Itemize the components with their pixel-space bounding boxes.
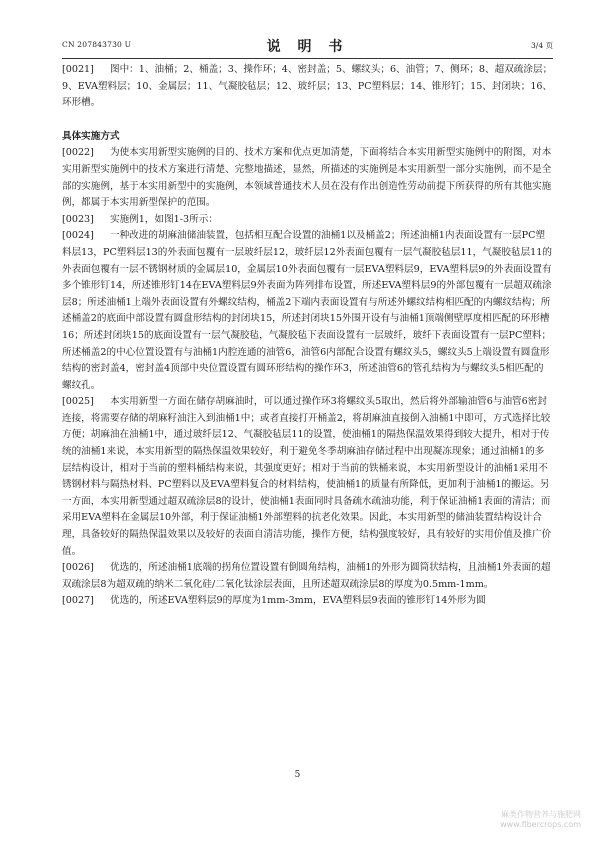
paragraph-id: [0025] (62, 396, 94, 408)
page-number: 5 (294, 770, 301, 780)
watermark-url: www.fibercrops.com (500, 820, 581, 829)
watermark-title: 麻类作物营养与施肥网 (501, 810, 581, 819)
paragraph-id: [0023] (62, 213, 94, 225)
header-rule (62, 58, 553, 59)
paragraph-id: [0027] (62, 595, 94, 607)
section-gap (62, 112, 553, 129)
paragraph-0021 (62, 62, 553, 112)
patent-number: CN 207843730 U (62, 40, 132, 49)
paragraph-text: 优选的，所述EVA塑料层9的厚度为1mm-3mm，EVA塑料层9表面的锥形钉14外形为圆 (110, 595, 486, 607)
paragraph-0023 (62, 212, 553, 229)
paragraph-0027 (62, 593, 553, 610)
paragraph-id: [0026] (62, 562, 94, 574)
paragraph-text: 一种改进的胡麻油储油装置，包括相互配合设置的油桶1以及桶盖2；所述油桶1内表面设置有一层PC塑料层13，PC塑料层13的外表面包覆有一层玻纤层12，玻纤层12外表面包覆有一层气凝胶毡层11，气凝胶毡层11的外表面包覆有一层不锈钢材质的金属层10，金属层10外表面包覆有一层EVA塑料层9，EVA塑料层9的外表面设置有多个锥形钉14，所述锥形钉14在EVA塑料层9外表面为阵列排布设置，所述EVA塑料层9的外部包覆有一层超双疏涂层8；所述油桶1上端外表面设置有外螺纹结构，桶盖2下端内表面设置有与所述外螺纹结构相匹配的内螺纹结构；所述桶盖2的底面中部设置有圆盘形结构的封闭块15，所述封闭块15外围开设有与油桶1顶端侧壁厚度相匹配的环形槽16；所述封闭块15的底面设置有一层气凝胶毡，气凝胶毡下表面设置有一层玻纤，玻纤下表面设置有一层PC塑料；所述桶盖2的中心位置设置有与油桶1内腔连通的油管6，油管6内部配合设置有螺纹头5，螺纹头5上端设置有圆盘形结构的密封盖4，密封盖4顶部中央位置设置有圆环形结构的操作环3，所述油管6的管孔结构为与螺纹头5相匹配的螺纹孔。 (62, 230, 552, 391)
document-title: 说 明 书 (266, 39, 349, 55)
section-title: 具体实施方式 (62, 130, 120, 142)
paragraph-id: [0021] (62, 64, 94, 75)
paragraph-id: [0022] (62, 147, 94, 159)
paragraph-text: 优选的，所述油桶1底端的拐角位置设置有倒圆角结构，油桶1的外形为圆筒状结构，且油桶1外表面的超双疏涂层8为超双疏的纳米二氧化硅/二氧化钛涂层表面，且所述超双疏涂层8的厚度为0.5mm-1mm。 (62, 562, 551, 590)
paragraph-text: 为使本实用新型实施例的目的、技术方案和优点更加清楚，下面将结合本实用新型实施例中的附图，对本实用新型实施例中的技术方案进行清楚、完整地描述，显然，所描述的实施例是本实用新型一部分实施例，而不是全部的实施例，基于本实用新型中的实施例，本领域普通技术人员在没有作出创造性劳动前提下所获得的所有其他实施例，都属于本实用新型保护的范围。 (62, 147, 552, 209)
watermark (500, 810, 581, 830)
paragraph-text: 本实用新型一方面在储存胡麻油时，可以通过操作环3将螺纹头5取出，然后将外部输油管6与油管6密封连接，将需要存储的胡麻籽油注入到油桶1中；或者直接打开桶盖2，将胡麻油直接倒入油桶1中即可，方式选择比较方便；胡麻油在油桶1中，通过玻纤层12、气凝胶毡层11的设置，使油桶1的隔热保温效果得到较大提升，相对于传统的油桶1来说，本实用新型的隔热保温效果较好，利于避免冬季胡麻油存储过程中出现凝冻现象；通过油桶1的多层结构设计，相对于当前的塑料桶结构来说，其强度更好；相对于当前的铁桶来说，本实用新型设计的油桶1采用不锈钢材料与隔热材料、PC塑料以及EVA塑料复合的材料结构，使油桶1的质量有所降低，更加利于油桶1的搬运。另一方面，本实用新型通过超双疏涂层8的设计，使油桶1表面同时具备疏水疏油功能，利于保证油桶1表面的清洁；而采用EVA塑料在金属层10外部，利于保证油桶1外部塑料的抗老化效果。因此，本实用新型的储油装置结构设计合理，具备较好的隔热保温效果以及较好的表面自清洁功能，操作方便，结构强度较好，具有较好的实用价值及推广价值。 (62, 396, 552, 557)
paragraph-0022 (62, 145, 553, 211)
page-info: 3/4 页 (531, 41, 553, 50)
paragraph-0026 (62, 560, 553, 593)
paragraph-text: 图中：1、油桶；2、桶盖；3、操作环；4、密封盖；5、螺纹头；6、油管；7、侧环；8、超双疏涂层；9、EVA塑料层；10、金属层；11、气凝胶毡层；12、玻纤层；13、PC塑料层；14、锥形钉；15、封闭块；16、环形槽。 (62, 64, 553, 109)
paragraph-id: [0024] (62, 230, 94, 242)
paragraph-0025 (62, 394, 553, 560)
document-body (62, 62, 553, 610)
paragraph-text: 实施例1，如图1-3所示： (110, 213, 218, 225)
paragraph-0024 (62, 228, 553, 394)
page-header (62, 36, 553, 56)
